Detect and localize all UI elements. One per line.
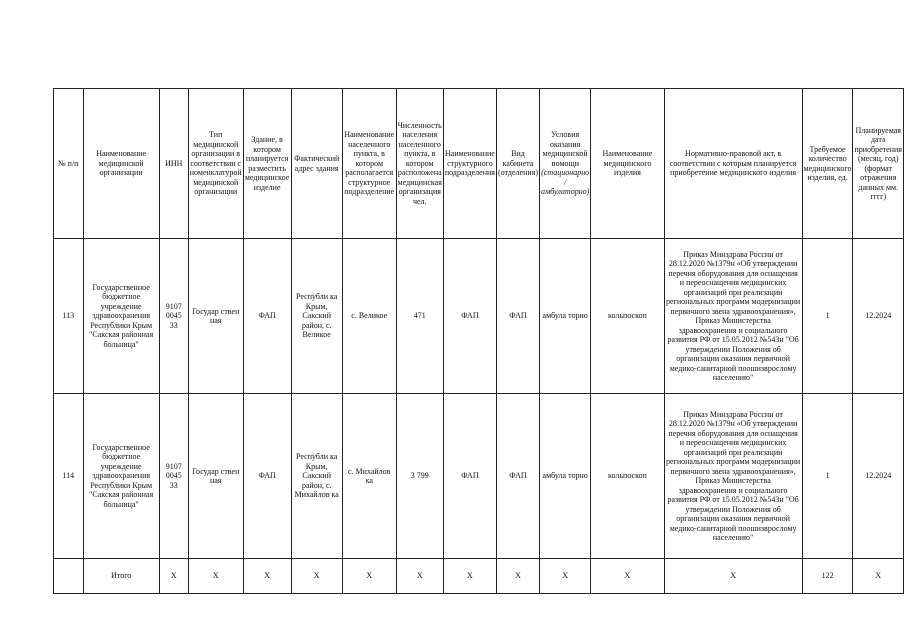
cell-building: ФАП: [243, 394, 291, 559]
header-building: Здание, в котором планируется размеcтить медицинское изделие: [243, 89, 291, 239]
cell-org-type: Государ ствен ная: [188, 239, 243, 394]
cell-date: 12.2024: [853, 239, 904, 394]
total-x-mark: Х: [291, 559, 342, 594]
header-org-name: Наименование медицинской организации: [83, 89, 159, 239]
header-row: [54, 89, 904, 239]
table-row: [54, 394, 904, 559]
cell-inn: 9107 0045 33: [159, 239, 188, 394]
cell-conditions: амбула торно: [539, 394, 590, 559]
equipment-table: [53, 88, 904, 594]
header-population: Численность населения населенного пункта, в котором расположена медицинская организация чел.: [396, 89, 443, 239]
cell-num: 113: [54, 239, 84, 394]
header-quantity: Требуемое количество медицинского изделия, ед.: [802, 89, 853, 239]
cell-address: Республи ка Крым, Сакский район, с. Михайлов ка: [291, 394, 342, 559]
header-date: Планируемая дата приобретения (месяц, год) (формат отражения данных мм. гггг): [853, 89, 904, 239]
total-x-mark: Х: [159, 559, 188, 594]
total-empty-cell: [54, 559, 84, 594]
cell-org-name: Государственное бюджетное учреждение здравоохранения Республики Крым "Сакская районная больница": [83, 394, 159, 559]
total-row: [54, 559, 904, 594]
total-x-mark: Х: [664, 559, 802, 594]
cell-quantity: 1: [802, 394, 853, 559]
total-x-mark: Х: [496, 559, 539, 594]
cell-division: ФАП: [443, 239, 496, 394]
header-conditions-main: Условия оказания медицинской помощи: [542, 130, 588, 168]
cell-conditions: амбула торио: [539, 239, 590, 394]
total-x-mark: Х: [443, 559, 496, 594]
cell-act: Приказ Минздрава России от 28.12.2020 №1379н «Об утверждении перечня оборудования для оснащения и переоснащения медицинских организаций при реализации региональных программ модернизации первичного звена здравоохранения», Приказ Министерства здравоохранения и социального развития РФ от 15.05.2012 №543н "Об утверждении Положения об организации оказания первичной медико-санитарной поошизврослому населению": [664, 394, 802, 559]
header-division: Наименование структурного подразделения: [443, 89, 496, 239]
cell-date: 12.2024: [853, 394, 904, 559]
header-inn: ИНН: [159, 89, 188, 239]
header-org-type: Тип медицинской организации в соответствии с номенклатурой медицинской организации: [188, 89, 243, 239]
total-x-mark: Х: [396, 559, 443, 594]
cell-act: Приказ Минздрава России от 28.12.2020 №1379н «Об утверждении перечня оборудования для оснащения и переоснащения медицинских организаций при реализации региональных программ модернизации первичного звена здравоохранения», Приказ Министерства здравоохранения и социального развития РФ от 15.05.2012 №543н "Об утверждении Положения об организации оказания первичной медико-санитарной поошизврослому населению": [664, 239, 802, 394]
total-x-mark: Х: [539, 559, 590, 594]
cell-building: ФАП: [243, 239, 291, 394]
cell-settlement: с. Михайлов ка: [342, 394, 396, 559]
total-x-mark: Х: [243, 559, 291, 594]
total-label: Итого: [83, 559, 159, 594]
cell-quantity: 1: [802, 239, 853, 394]
cell-device: кольпоскоп: [591, 394, 664, 559]
cell-settlement: с. Великое: [342, 239, 396, 394]
header-act: Нормативно-правовой акт, в соответствии с которым планируется приобретение медицинского изделия: [664, 89, 802, 239]
header-cabinet: Вид кабинета (отделения): [496, 89, 539, 239]
cell-num: 114: [54, 394, 84, 559]
header-address: Фактический адрес здания: [291, 89, 342, 239]
table-row: [54, 239, 904, 394]
total-quantity: 122: [802, 559, 853, 594]
cell-division: ФАП: [443, 394, 496, 559]
total-x-mark: Х: [853, 559, 904, 594]
cell-cabinet: ФАП: [496, 239, 539, 394]
header-num: № п/п: [54, 89, 84, 239]
cell-org-name: Государственное бюджетное учреждение здравоохранения Республики Крым "Сакская районная больница": [83, 239, 159, 394]
header-conditions: [539, 89, 590, 239]
header-device: Наименование медицинского изделия: [591, 89, 664, 239]
header-settlement: Наименование населенного пункта, в котором располагается структурное подразделение: [342, 89, 396, 239]
cell-population: 471: [396, 239, 443, 394]
total-x-mark: Х: [188, 559, 243, 594]
cell-address: Республи ка Крым, Сакский район, с. Великое: [291, 239, 342, 394]
cell-population: 3 799: [396, 394, 443, 559]
total-x-mark: Х: [342, 559, 396, 594]
cell-device: кольпоскоп: [591, 239, 664, 394]
cell-inn: 9107 0045 33: [159, 394, 188, 559]
header-conditions-italic: (стационарно / амбулаторно): [540, 168, 590, 197]
cell-cabinet: ФАП: [496, 394, 539, 559]
cell-org-type: Государ ствен ная: [188, 394, 243, 559]
total-x-mark: Х: [591, 559, 664, 594]
